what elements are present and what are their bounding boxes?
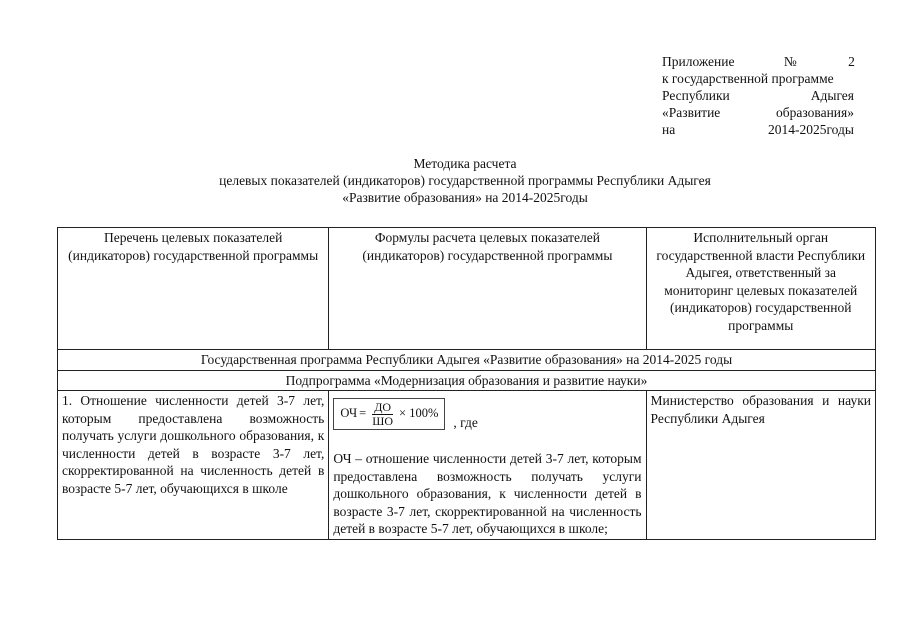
appendix-text: Республики: [662, 88, 730, 103]
formula-multiplier: × 100%: [399, 406, 439, 421]
appendix-number-sign: №: [783, 54, 797, 69]
appendix-line-1: [662, 53, 854, 70]
table-header-row: [58, 228, 876, 350]
appendix-number: 2: [848, 54, 855, 69]
document-title: [150, 155, 780, 206]
formula-where: , где: [453, 415, 478, 430]
indicator-cell: 1. Отношение численности детей 3-7 лет, которым предоставлена возможность получать услуги дошкольного образования, к численности детей в возрасте 3-7 лет, скорректированной на численность детей в возрасте 5-7 лет, обучающихся в школе: [58, 391, 329, 540]
indicators-table: [57, 227, 876, 540]
appendix-line-3: [662, 87, 854, 104]
appendix-line-5: [662, 121, 854, 138]
appendix-text: годы: [826, 122, 854, 137]
formula-cell: [329, 391, 646, 540]
table-row: [58, 391, 876, 540]
appendix-text: Адыгея: [810, 88, 854, 103]
formula: [333, 394, 641, 440]
title-line-2: целевых показателей (индикаторов) государственной программы Республики Адыгея: [219, 173, 711, 188]
appendix-text: «Развитие: [662, 105, 721, 120]
formula-numerator: ДО: [374, 399, 392, 414]
formula-lhs: ОЧ: [340, 406, 358, 421]
program-row: [58, 350, 876, 371]
header-executor: Исполнительный орган государственной власти Республики Адыгея, ответственный за мониторинг целевых показателей (индикаторов) государственной программы: [646, 228, 875, 350]
appendix-block: [662, 53, 854, 138]
appendix-text: образования»: [776, 105, 854, 120]
formula-denominator: ШО: [372, 413, 394, 428]
title-line-1: Методика расчета: [413, 156, 517, 171]
header-indicators: Перечень целевых показателей (индикаторов) государственной программы: [58, 228, 329, 350]
appendix-years: 2014-2025: [767, 122, 827, 137]
executor-cell: Министерство образования и науки Республики Адыгея: [646, 391, 875, 540]
program-title: Государственная программа Республики Адыгея «Развитие образования» на 2014-2025 годы: [58, 350, 876, 371]
formula-explanation: ОЧ – отношение численности детей 3-7 лет, которым предоставлена возможность получать услуги дошкольного образования, к численности детей в возрасте 3-7 лет, скорректированной на численность детей в возрасте 5-7 лет, обучающихся в школе;: [333, 451, 642, 536]
appendix-line-4: [662, 104, 854, 121]
formula-box: [333, 398, 445, 430]
formula-equals: =: [359, 406, 367, 421]
appendix-word: Приложение: [662, 54, 735, 69]
formula-fraction: [370, 401, 395, 428]
appendix-text: на: [662, 122, 676, 137]
subprogram-title: Подпрограмма «Модернизация образования и развитие науки»: [58, 370, 876, 391]
header-formulas: Формулы расчета целевых показателей (индикаторов) государственной программы: [329, 228, 646, 350]
subprogram-row: [58, 370, 876, 391]
title-line-3: «Развитие образования» на 2014-2025годы: [342, 190, 588, 205]
appendix-line-2: к государственной программе: [662, 71, 834, 86]
